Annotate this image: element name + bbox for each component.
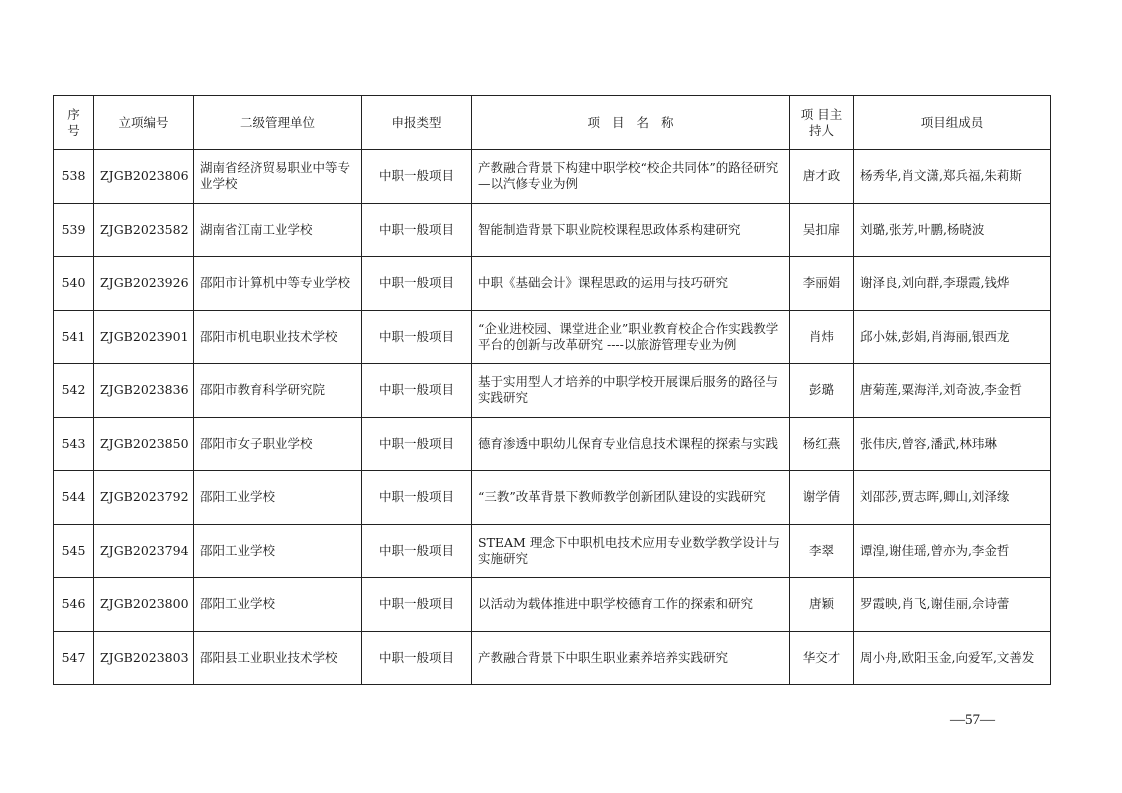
cell-code: ZJGB2023926	[94, 257, 194, 311]
cell-type: 中职一般项目	[362, 417, 472, 471]
cell-members: 罗霞映,肖飞,谢佳丽,佘诗蕾	[854, 578, 1051, 632]
cell-type: 中职一般项目	[362, 524, 472, 578]
table-row	[54, 417, 1051, 471]
cell-unit: 邵阳工业学校	[194, 471, 362, 525]
cell-seq: 542	[54, 364, 94, 418]
cell-seq: 544	[54, 471, 94, 525]
cell-name: “三教”改革背景下教师教学创新团队建设的实践研究	[472, 471, 790, 525]
cell-members: 刘邵莎,贾志晖,卿山,刘泽缘	[854, 471, 1051, 525]
cell-unit: 湖南省经济贸易职业中等专业学校	[194, 150, 362, 204]
cell-host: 唐颖	[790, 578, 854, 632]
cell-code: ZJGB2023792	[94, 471, 194, 525]
cell-host: 彭璐	[790, 364, 854, 418]
cell-seq: 541	[54, 310, 94, 364]
cell-host: 李翠	[790, 524, 854, 578]
page-number: —57—	[950, 712, 995, 728]
cell-seq: 539	[54, 203, 94, 257]
cell-type: 中职一般项目	[362, 257, 472, 311]
cell-name: 中职《基础会计》课程思政的运用与技巧研究	[472, 257, 790, 311]
cell-seq: 545	[54, 524, 94, 578]
cell-name: 以活动为载体推进中职学校德育工作的探索和研究	[472, 578, 790, 632]
header-members: 项目组成员	[854, 96, 1051, 150]
table-row	[54, 203, 1051, 257]
header-unit: 二级管理单位	[194, 96, 362, 150]
cell-unit: 湖南省江南工业学校	[194, 203, 362, 257]
cell-code: ZJGB2023901	[94, 310, 194, 364]
table-row	[54, 257, 1051, 311]
cell-unit: 邵阳县工业职业技术学校	[194, 631, 362, 685]
cell-seq: 543	[54, 417, 94, 471]
header-row	[54, 96, 1051, 150]
cell-name: 智能制造背景下职业院校课程思政体系构建研究	[472, 203, 790, 257]
project-table	[53, 95, 1051, 685]
cell-code: ZJGB2023806	[94, 150, 194, 204]
cell-type: 中职一般项目	[362, 471, 472, 525]
cell-members: 谢泽良,刘向群,李璟霞,钱烨	[854, 257, 1051, 311]
cell-code: ZJGB2023794	[94, 524, 194, 578]
cell-seq: 546	[54, 578, 94, 632]
cell-code: ZJGB2023800	[94, 578, 194, 632]
cell-members: 谭湟,谢佳瑶,曾亦为,李金哲	[854, 524, 1051, 578]
cell-members: 邱小妹,彭娟,肖海丽,银西龙	[854, 310, 1051, 364]
header-type: 申报类型	[362, 96, 472, 150]
cell-type: 中职一般项目	[362, 631, 472, 685]
header-code: 立项编号	[94, 96, 194, 150]
cell-unit: 邵阳市计算机中等专业学校	[194, 257, 362, 311]
cell-host: 谢学倩	[790, 471, 854, 525]
cell-unit: 邵阳市机电职业技术学校	[194, 310, 362, 364]
cell-code: ZJGB2023803	[94, 631, 194, 685]
cell-host: 吴扣扉	[790, 203, 854, 257]
cell-type: 中职一般项目	[362, 150, 472, 204]
cell-type: 中职一般项目	[362, 364, 472, 418]
cell-host: 肖炜	[790, 310, 854, 364]
cell-name: “企业进校园、课堂进企业”职业教育校企合作实践教学平台的创新与改革研究 ----以旅游管理专业为例	[472, 310, 790, 364]
cell-seq: 540	[54, 257, 94, 311]
cell-type: 中职一般项目	[362, 203, 472, 257]
cell-seq: 538	[54, 150, 94, 204]
table-row	[54, 150, 1051, 204]
cell-name: 基于实用型人才培养的中职学校开展课后服务的路径与实践研究	[472, 364, 790, 418]
header-host: 项 目主持人	[790, 96, 854, 150]
cell-unit: 邵阳市女子职业学校	[194, 417, 362, 471]
cell-members: 刘璐,张芳,叶鹏,杨晓波	[854, 203, 1051, 257]
cell-seq: 547	[54, 631, 94, 685]
cell-host: 杨红燕	[790, 417, 854, 471]
table-row	[54, 364, 1051, 418]
cell-unit: 邵阳工业学校	[194, 524, 362, 578]
cell-name: 德育渗透中职幼儿保育专业信息技术课程的探索与实践	[472, 417, 790, 471]
cell-host: 李丽娟	[790, 257, 854, 311]
cell-members: 周小舟,欧阳玉金,向爱军,文善发	[854, 631, 1051, 685]
cell-type: 中职一般项目	[362, 310, 472, 364]
header-name: 项 目 名 称	[472, 96, 790, 150]
cell-host: 华交才	[790, 631, 854, 685]
cell-code: ZJGB2023582	[94, 203, 194, 257]
cell-name: 产教融合背景下中职生职业素养培养实践研究	[472, 631, 790, 685]
table-row	[54, 471, 1051, 525]
cell-unit: 邵阳市教育科学研究院	[194, 364, 362, 418]
cell-members: 张伟庆,曾容,潘武,林玮琳	[854, 417, 1051, 471]
table-row	[54, 631, 1051, 685]
cell-name: 产教融合背景下构建中职学校“校企共同体”的路径研究—以汽修专业为例	[472, 150, 790, 204]
table-row	[54, 578, 1051, 632]
table-row	[54, 524, 1051, 578]
header-seq: 序号	[54, 96, 94, 150]
cell-members: 唐菊莲,粟海洋,刘奇波,李金哲	[854, 364, 1051, 418]
cell-unit: 邵阳工业学校	[194, 578, 362, 632]
cell-name: STEAM 理念下中职机电技术应用专业数学教学设计与实施研究	[472, 524, 790, 578]
cell-type: 中职一般项目	[362, 578, 472, 632]
cell-members: 杨秀华,肖文潇,郑兵福,朱莉斯	[854, 150, 1051, 204]
cell-host: 唐才政	[790, 150, 854, 204]
table-row	[54, 310, 1051, 364]
cell-code: ZJGB2023850	[94, 417, 194, 471]
cell-code: ZJGB2023836	[94, 364, 194, 418]
